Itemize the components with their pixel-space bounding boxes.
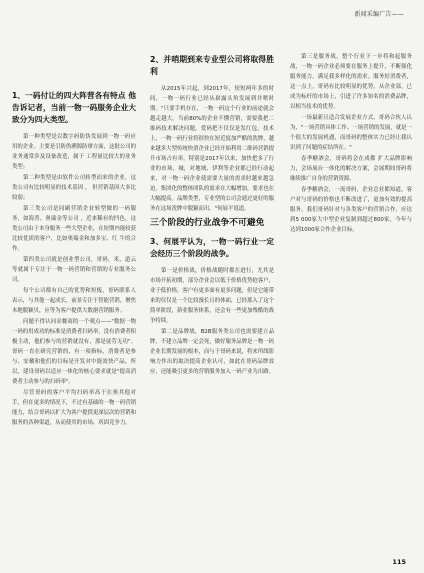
paragraph: 春季糖酒会，一流哥码，企业总业都知道，客户对与哥码的价格也不断改进了，更加有效的提高服务，我们哥码针对与各类客户的营销合作，应达到5 000家大中型企业复制到超过800家，今年与达到1000家合作企业目标。 <box>290 187 412 233</box>
section-lead: 3、何展平认为，一物一码行业一定会经历三个阶段的战争。 <box>150 237 274 258</box>
column-3 <box>290 52 412 552</box>
paragraph: 第三类公司是同刷营销企业转型做的一码服务，如海普、奥瑞金等公司 ，近来稀有的凹色，这类公司由于本身服务一些大型企业，在短期内能较获比较优质的客户，比如奥瑞金和加多宝、红 牛的合作。 <box>12 206 136 252</box>
column-2 <box>150 52 274 552</box>
paragraph: 第三是服务战，整个行业下一步将和起服务战，一物一码企业必须要在服务上提升，不断强化服务能力，满足我多样化的需求。服务好消费者，这一点上，哥码有比较明显的优势，从企业部，已成为标杆的市场上，引进了许多知名的消费品牌，以相当技术的优势。 <box>290 54 412 110</box>
paragraph: 第一是价格战，价格战随时都在进行，尤其是市场开拓初期，部分企业会以低于价格优势抢客户，业于低价格，客户有更多面有更多问题，但是它能带来的仅仅是一个比较漫长且的体面，已经那入了这个简单阶段，新业服务体系，还会有一些更加残酷的战争持续。 <box>150 268 274 324</box>
paragraph: 春季糖酒会，哥码将会在成都 扩大品牌影响力，会场展台一体化的解决方案，会展期间哥码将继续推广自身的营销资源。 <box>290 156 412 182</box>
paragraph: 第二是品牌战，B2B服务类公司也需要建立品牌，不建立品牌一定会死，做好服务品牌是一物一码企业长期发展的根本，而与于哥码来说，将来所线影响力作出的取决提高企业认可，如此在哥码品牌效应，还能吸引更多的营销服务加入一码产业为出路。 <box>150 329 274 375</box>
paragraph: 第一种类型是以数字码防伪发展到一物一码应用的企业。主要是引防伪溯源防窜方面，这批公司的业务通常涉及设备改造，属于 工程量比较大的业务类型； <box>12 134 136 170</box>
section-heading: 2、并哨期到来专业型公司将取得胜利 <box>150 55 274 76</box>
paragraph: 每个公司都有自己的优势和短板，哥码联系人表示，与其他一起成长，前景专注于智能营销，聚焦本地脱颖贝，应等为客户提供大数据营销服务。 <box>12 288 136 314</box>
paragraph: 从2015年兴起，到2017年，短短两年多的时间，一物一码行业已经从崭露头角发展到井喷时期。"只要手机存在，一物一码这个行业的前途就会越走越大。当前80%的企业不懂营销，需要我把二维码技术解决问题，爱码把不仅仅是发红包，技术上，一物一码行业将很快在短近度加严酷的洗牌，越来越多大型传统快消企业已经开始利用二维码营销提升市场占有率。特别是2017年以来，加快把多了行业的市场，城，对地域、伊利等企业都已经行动起来，对一物一码企业使需要大量的需求时越来越急迫，集团化的整体团队的需求在大幅增加，要求也在大幅提高。品牌类型，专业型的公司会通过更好的服务在这场洗牌中脱颖而出。"何展平说道。 <box>150 86 274 212</box>
column-1 <box>12 90 136 560</box>
paragraph: 第二种类型是由软件公司转型而来的企业，这类公司有比较明显的技术基因 ， 但营销基因大多比较弱； <box>12 175 136 201</box>
paragraph: 第四类公司就是创业型公司，哥码，米，道云等就属于专注于一物一码营销和营销的专业服务公司。 <box>12 257 136 283</box>
paragraph: 尽管哥码的客户平均扫码率高于在奥其他对手，但在更多的情况下，不过有基础的一物一码营销能力，结合哥码以扩大为客户提供更深层次的营销和服务的各种渠道，从而使其的市场、巩固竞争力。 <box>12 390 136 426</box>
page-number: 115 <box>392 558 406 566</box>
header-label: 新闻采编广告—— <box>354 11 404 18</box>
paragraph: 一场最新且适合发展企业方式、哥码合伙人认为，"一场营销具体工作、一场营销的发展，就是一个很大的发展机遇，而哥码的整体实力已经让我认识到了问题的症结所在。" <box>290 115 412 151</box>
paragraph: 问题不得认同采餐商的一个观点——"数据一物一码的用成功的标准是消费者扫码率，没有消费者积极主动，他们参与的营销就没有，那是徒劳无功"。哥码一直在研究营销的，有一项指标，消费者是参与、安徽和他们的目标是开发对中能效快产品，所以，建设哥码以适应一体化的核心要求就是"提高消费者主动参与的扫码率"。 <box>12 319 136 385</box>
section-lead: 1、一码付让的四大阵营各有特点 他告诉记者，当前一物一码服务企业大致分为四大类型。 <box>12 91 136 124</box>
section-heading: 三个阶段的行业战争不可避免 <box>150 218 265 228</box>
